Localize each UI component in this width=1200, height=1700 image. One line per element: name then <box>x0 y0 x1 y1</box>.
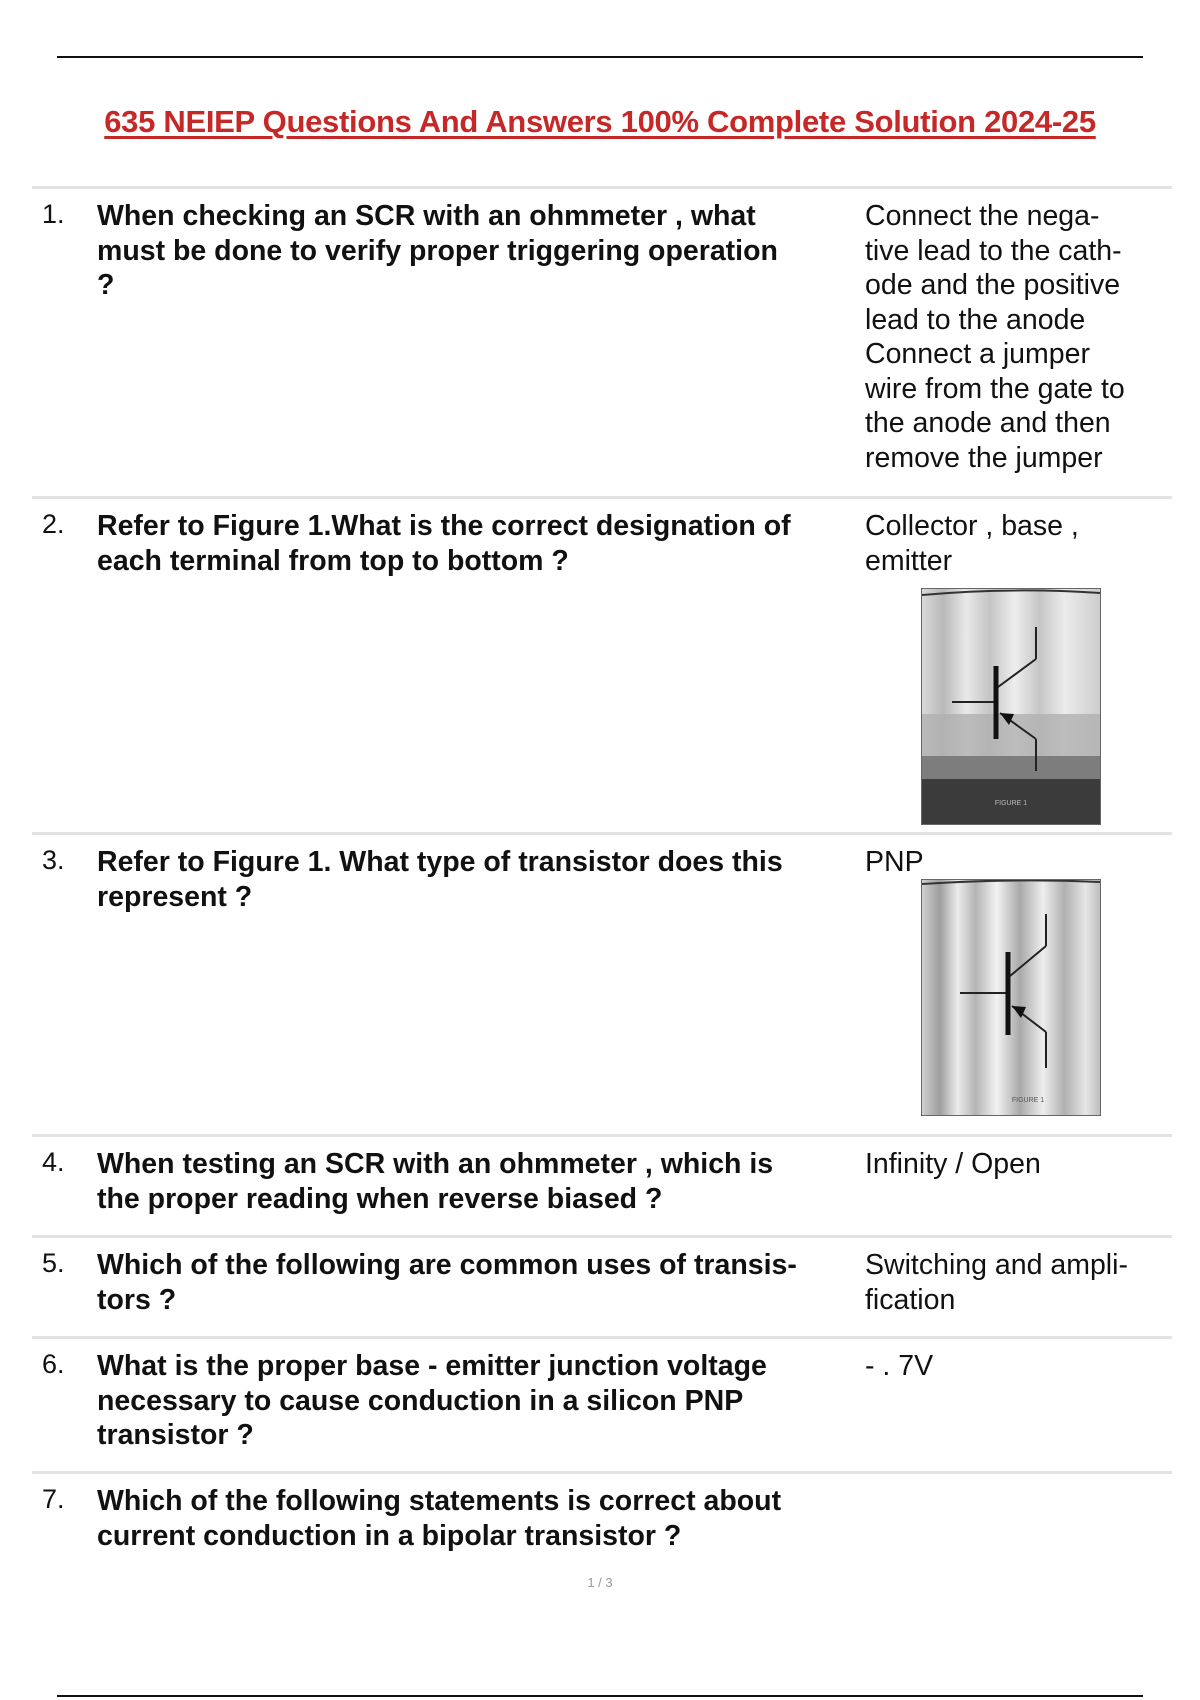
answer-line: emitter <box>865 544 953 577</box>
question-text <box>97 509 857 578</box>
answer-line: the anode and then <box>865 407 1111 439</box>
qa-row-2 <box>32 496 1172 832</box>
answer-text <box>865 509 1165 578</box>
question-number: 7. <box>42 1484 65 1514</box>
answer-line: remove the jumper <box>865 441 1103 474</box>
answer-text <box>865 1349 1165 1384</box>
question-number: 1. <box>42 199 65 229</box>
qa-row-1 <box>32 186 1172 496</box>
question-line: Refer to Figure 1. What type of transistor does this <box>97 846 783 878</box>
answer-line: Connect the nega- <box>865 200 1100 232</box>
question-number: 3. <box>42 845 65 875</box>
question-text <box>97 845 857 914</box>
answer-line: tive lead to the cath- <box>865 234 1122 267</box>
question-line: current conduction in a bipolar transistor ? <box>97 1519 682 1552</box>
qa-list <box>32 186 1172 1581</box>
qa-row-6 <box>32 1336 1172 1471</box>
figure-caption: FIGURE 1 <box>994 800 1028 807</box>
qa-row-4 <box>32 1134 1172 1235</box>
top-rule <box>57 56 1143 58</box>
answer-line: PNP <box>865 846 924 878</box>
qa-row-5 <box>32 1235 1172 1336</box>
answer-line: wire from the gate to <box>865 372 1125 405</box>
question-line: What is the proper base - emitter junction voltage <box>97 1350 767 1382</box>
figure-1-photo <box>921 879 1101 1116</box>
question-line: necessary to cause conduction in a silicon PNP <box>97 1384 744 1417</box>
answer-text <box>865 1248 1165 1317</box>
question-text <box>97 1147 857 1216</box>
page-indicator: 1 / 3 <box>587 1575 613 1590</box>
answer-line: - . 7V <box>865 1350 934 1382</box>
question-line: must be done to verify proper triggering operation <box>97 234 778 267</box>
answer-line: Infinity / Open <box>865 1148 1041 1180</box>
question-line: each terminal from top to bottom ? <box>97 544 569 577</box>
question-line: Which of the following statements is correct about <box>97 1485 782 1517</box>
answer-text <box>865 845 1165 880</box>
figure-1-photo <box>921 588 1101 825</box>
question-text <box>97 199 857 303</box>
question-number: 6. <box>42 1349 65 1379</box>
answer-line: Switching and ampli- <box>865 1249 1128 1281</box>
answer-line: Collector , base , <box>865 510 1079 542</box>
question-line: When checking an SCR with an ohmmeter , what <box>97 200 756 232</box>
question-number: 5. <box>42 1248 65 1278</box>
answer-line: fication <box>865 1283 956 1316</box>
answer-line: ode and the positive <box>865 269 1121 301</box>
figure-caption: FIGURE 1 <box>1011 1097 1045 1104</box>
question-text <box>97 1248 857 1317</box>
answer-line: Connect a jumper <box>865 338 1090 370</box>
answer-line: lead to the anode <box>865 303 1086 336</box>
qa-row-3 <box>32 832 1172 1134</box>
question-text <box>97 1349 857 1453</box>
question-text <box>97 1484 857 1553</box>
question-number: 2. <box>42 509 65 539</box>
document-title: 635 NEIEP Questions And Answers 100% Complete Solution 2024-25 <box>104 104 1096 139</box>
answer-text <box>865 199 1165 475</box>
question-line: the proper reading when reverse biased ? <box>97 1182 663 1215</box>
question-line: Which of the following are common uses of transis- <box>97 1249 797 1281</box>
question-line: ? <box>97 269 115 301</box>
bottom-rule <box>57 1695 1143 1697</box>
answer-text <box>865 1147 1165 1182</box>
question-line: represent ? <box>97 880 253 913</box>
qa-row-7 <box>32 1471 1172 1581</box>
question-line: tors ? <box>97 1283 177 1316</box>
question-line: When testing an SCR with an ohmmeter , which is <box>97 1148 774 1180</box>
question-number: 4. <box>42 1147 65 1177</box>
question-line: Refer to Figure 1.What is the correct designation of <box>97 510 791 542</box>
question-line: transistor ? <box>97 1419 254 1451</box>
